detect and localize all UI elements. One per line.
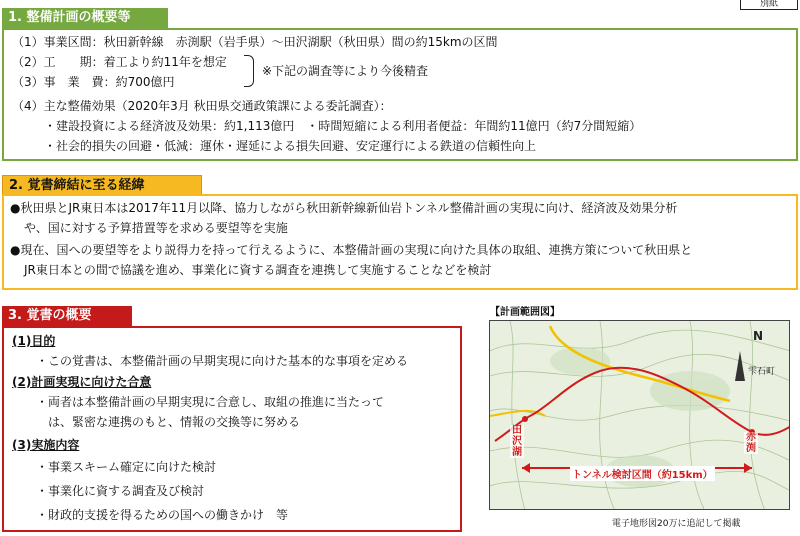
s3-agreement-text2: は、緊密な連携のもと、情報の交換等に努める	[48, 415, 301, 429]
brace-mark	[244, 55, 254, 87]
s3-sub-agreement: (2)計画実現に向けた合意	[12, 375, 152, 389]
s1-line-economic: ・建設投資による経済波及効果：約1,113億円 ・時間短縮による利用者便益：年間約11億円（約7分間短縮）	[44, 119, 642, 133]
map-drawing	[490, 321, 790, 510]
s2-bullet2-line1: ●現在、国への要望等をより説得力を持って行えるように、本整備計画の実現に向けた具体の取組、連携方策について秋田県と	[10, 243, 693, 257]
route-map	[489, 320, 790, 510]
s1-line-effects: （4）主な整備効果（2020年3月 秋田県交通政策課による委託調査）：	[12, 99, 392, 113]
section1-heading: 1. 整備計画の概要等	[2, 8, 168, 28]
s3-item2: ・事業化に資する調査及び検討	[36, 484, 205, 498]
s2-bullet1-line2: や、国に対する予算措置等を求める要望等を実施	[24, 221, 288, 235]
s1-brace-note: ※下記の調査等により今後精査	[262, 64, 429, 78]
appendix-badge: 別紙	[740, 0, 798, 10]
map-label-tazawako: 田沢湖	[512, 425, 522, 458]
section3-heading: 3. 覚書の概要	[2, 306, 132, 326]
tunnel-section-label: トンネル検討区間（約15km）	[570, 466, 715, 481]
s3-sub-content: (3)実施内容	[12, 438, 80, 452]
north-label: N	[753, 329, 764, 343]
section2-heading: 2. 覚書締結に至る経緯	[2, 175, 202, 195]
s3-sub-purpose: (1)目的	[12, 334, 56, 348]
s3-agreement-text1: ・両者は本整備計画の早期実現に合意し、取組の推進に当たって	[36, 395, 385, 409]
s1-line-social: ・社会的損失の回避・低減：運休・遅延による損失回避、安定運行による鉄道の信頼性向上	[44, 139, 537, 153]
map-title: 【計画範囲図】	[490, 307, 560, 318]
map-town-label: 雫石町	[748, 367, 776, 377]
s2-bullet1-line1: ●秋田県とJR東日本は2017年11月以降、協力しながら秋田新幹線新仙岩トンネル整備計画の実現に向け、経済波及効果分析	[10, 201, 678, 215]
s3-item1: ・事業スキーム確定に向けた検討	[36, 460, 217, 474]
s2-bullet2-line2: JR東日本との間で協議を進め、事業化に資する調査を連携して実施することなどを検討	[24, 263, 492, 277]
s1-line-project-section: （1）事業区間：秋田新幹線 赤渕駅（岩手県）～田沢湖駅（秋田県）間の約15kmの区間	[12, 35, 498, 49]
map-source-note: 電子地形図20万に追記して掲載	[612, 519, 741, 529]
s3-purpose-text: ・この覚書は、本整備計画の早期実現に向けた基本的な事項を定める	[36, 354, 409, 368]
map-label-akabuchi: 赤渕	[746, 432, 756, 454]
s1-line-period: （2）工 期：着工より約11年を想定	[12, 55, 227, 69]
s3-item3: ・財政的支援を得るための国への働きかけ 等	[36, 508, 289, 522]
s1-line-cost: （3）事 業 費：約700億円	[12, 75, 175, 89]
